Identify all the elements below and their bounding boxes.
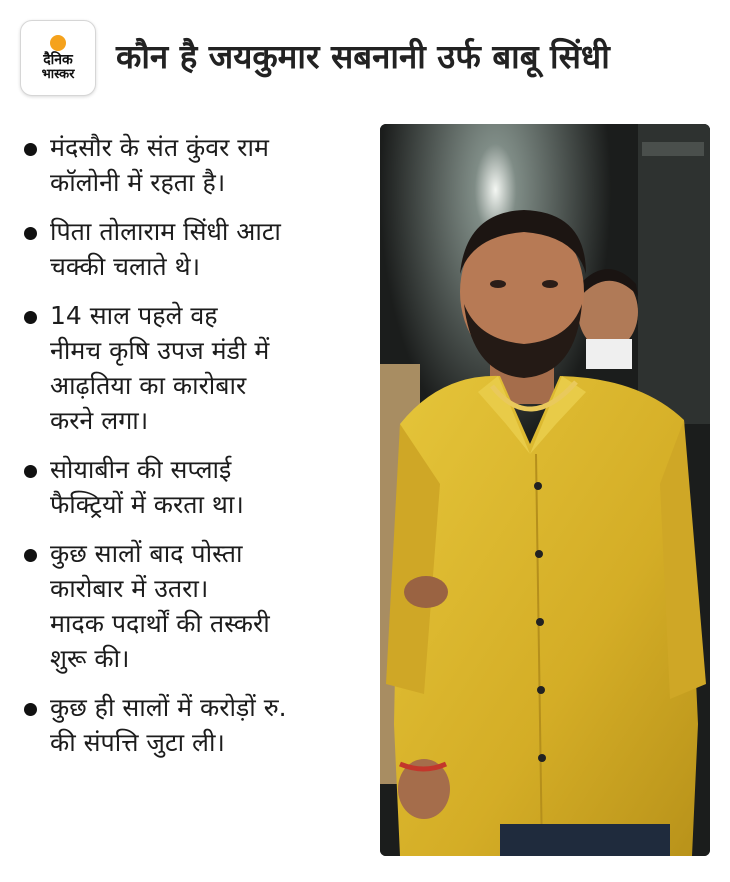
fact-line: सोयाबीन की सप्लाई [50, 455, 232, 484]
man-photo [380, 124, 710, 856]
bullet-icon [24, 143, 37, 156]
fact-line: पिता तोलाराम सिंधी आटा [50, 217, 281, 246]
fact-line: मादक पदार्थों की तस्करी [50, 609, 270, 638]
fact-item [22, 130, 372, 200]
fact-line: शुरू की। [50, 644, 130, 673]
fact-line: कुछ ही सालों में करोड़ों रु. [50, 693, 287, 722]
logo-text-line-1: दैनिक [43, 51, 73, 68]
bullet-icon [24, 311, 37, 324]
fact-item [22, 452, 372, 522]
fact-line: फैक्ट्रियों में करता था। [50, 490, 244, 519]
fact-line: नीमच कृषि उपज मंडी में [50, 336, 270, 365]
fact-line: 14 साल पहले वह [50, 301, 218, 330]
bullet-icon [24, 227, 37, 240]
fact-line: कारोबार में उतरा। [50, 574, 209, 603]
fact-line: करने लगा। [50, 406, 149, 435]
fact-line: चक्की चलाते थे। [50, 252, 201, 281]
fact-item [22, 690, 372, 760]
photo-illustration [380, 124, 710, 856]
fact-line: की संपत्ति जुटा ली। [50, 728, 225, 757]
bullet-icon [24, 703, 37, 716]
bullet-icon [24, 549, 37, 562]
facts-list [22, 130, 372, 774]
fact-item [22, 214, 372, 284]
sun-icon [50, 35, 66, 51]
fact-line: कुछ सालों बाद पोस्ता [50, 539, 243, 568]
dainik-bhaskar-logo [20, 20, 96, 96]
fact-item [22, 536, 372, 676]
logo-text-line-2: भास्कर [41, 66, 75, 82]
headline: कौन है जयकुमार सबनानी उर्फ बाबू सिंधी [116, 37, 610, 76]
bullet-icon [24, 465, 37, 478]
fact-line: कॉलोनी में रहता है। [50, 168, 226, 197]
fact-line: मंदसौर के संत कुंवर राम [50, 133, 269, 162]
fact-item [22, 298, 372, 438]
fact-line: आढ़तिया का कारोबार [50, 371, 247, 400]
